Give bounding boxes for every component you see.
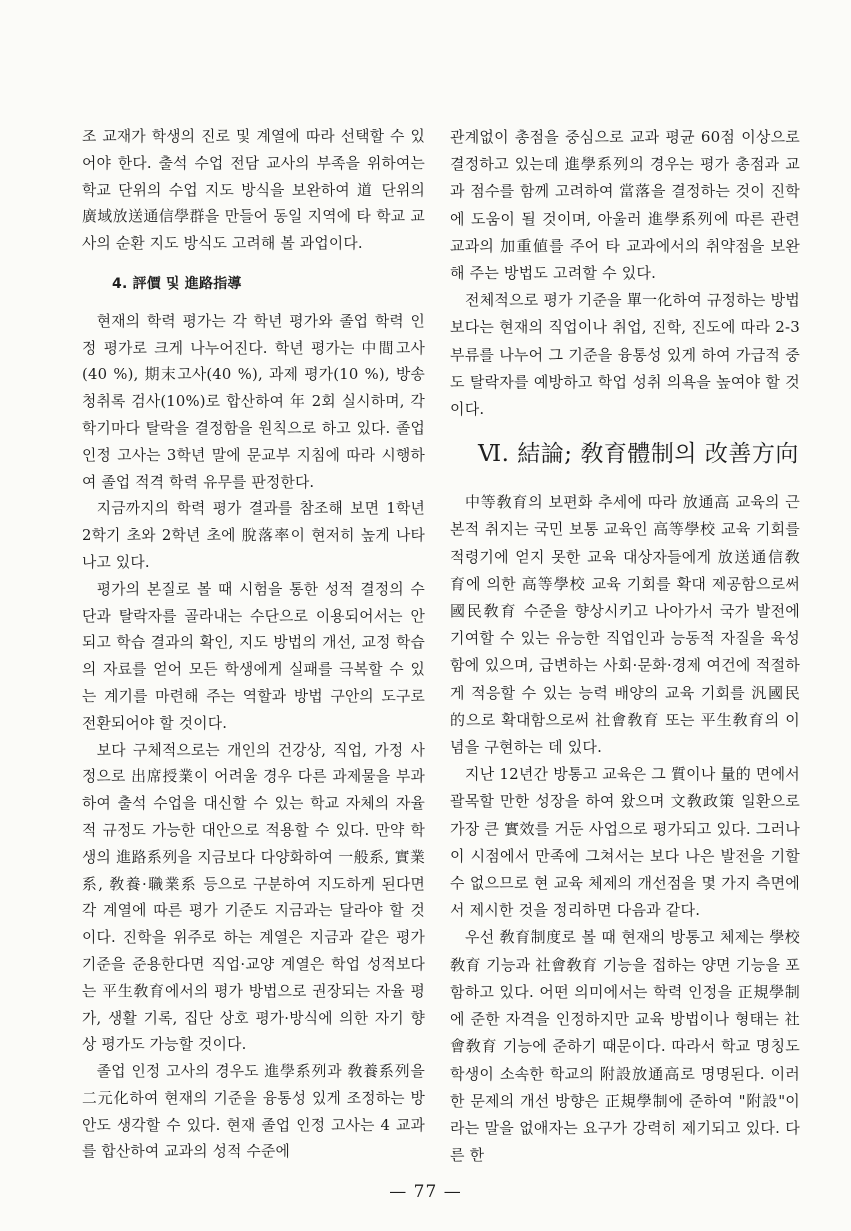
body-paragraph: 지금까지의 학력 평가 결과를 참조해 보면 1학년 2학기 초와 2학년 초에 脫落率이 현저히 높게 나타나고 있다. (82, 500, 425, 571)
body-paragraph: 현재의 학력 평가는 각 학년 평가와 졸업 학력 인정 평가로 크게 나누어진다. 학년 평가는 中間고사(40 %), 期末고사(40 %), 과제 평가(10 %), 방송 청취록 검사(10%)로 합산하여 年 2회 실시하며, 각 학기마다 탈락을 결정함을 원칙으로 하고 있다. 졸업 인정 고사는 3학년 말에 문교부 지침에 따라 시행하여 졸업 적격 학력 유무를 판정한다. (82, 312, 425, 491)
page-number: — 77 — (389, 1182, 462, 1202)
body-paragraph: 졸업 인정 고사의 경우도 進學系列과 敎養系列을 二元化하여 현재의 기준을 융통성 있게 조정하는 방안도 생각할 수 있다. 현재 졸업 인정 고사는 4 교과를 합산하여 교과의 성적 수준에 (82, 1063, 425, 1161)
body-paragraph: 中等敎育의 보편화 추세에 따라 放通高 교육의 근본적 취지는 국민 보통 교육인 高等學校 교육 기회를 적령기에 얻지 못한 교육 대상자들에게 放送通信敎育에 의한 高等學校 교육 기회를 확대 제공함으로써 國民敎育 수준을 향상시키고 나아가서 국가 발전에 기여할 수 있는 유능한 직업인과 능동적 자질을 육성함에 있으며, 급변하는 사회·문화·경제 여건에 적절하게 적응할 수 있는 능력 배양의 교육 기회를 汎國民的으로 확대함으로써 社會敎育 또는 平生敎育의 이념을 구현하는 데 있다. (450, 493, 800, 757)
body-paragraph: 조 교재가 학생의 진로 및 계열에 따라 선택할 수 있어야 한다. 출석 수업 전담 교사의 부족을 위하여는 학교 단위의 수업 지도 방식을 보완하여 道 단위의 廣域放送通信學群을 만들어 동일 지역에 타 학교 교사의 순환 지도 방식도 고려해 볼 과업이다. (82, 128, 425, 253)
body-paragraph: 평가의 본질로 볼 때 시험을 통한 성적 결정의 수단과 탈락자를 골라내는 수단으로 이용되어서는 안 되고 학습 결과의 확인, 지도 방법의 개선, 교정 학습의 자료를 얻어 모든 학생에게 실패를 극복할 수 있는 계기를 마련해 주는 역할과 방법 구안의 도구로 전환되어야 할 것이다. (82, 580, 425, 732)
body-paragraph: 우선 敎育制度로 볼 때 현재의 방통고 체제는 學校敎育 기능과 社會敎育 기능을 접하는 양면 기능을 포함하고 있다. 어떤 의미에서는 학력 인정을 正規學制에 준한 자격을 인정하지만 교육 방법이나 형태는 社會敎育 기능에 준하기 때문이다. 따라서 학교 명칭도 학생이 소속한 학교의 附設放通高로 명명된다. 이러한 문제의 개선 방향은 正規學制에 준하여 "附設"이라는 말을 없애자는 요구가 강력히 제기되고 있다. 다른 한 (450, 928, 800, 1165)
body-paragraph: 관계없이 총점을 중심으로 교과 평균 60점 이상으로 결정하고 있는데 進學系列의 경우는 평가 총점과 교과 점수를 함께 고려하여 當落을 결정하는 것이 진학에 도움이 될 것이며, 아울러 進學系列에 따른 관련 교과의 加重値를 주어 타 교과에서의 취약점을 보완해 주는 방법도 고려할 수 있다. (450, 128, 800, 283)
body-paragraph: 전체적으로 평가 기준을 單一化하여 규정하는 방법보다는 현재의 직업이나 취업, 진학, 진도에 따라 2-3 부류를 나누어 그 기준을 융통성 있게 하여 가급적 중도 탈락자를 예방하고 학업 성취 의욕을 높여야 할 것이다. (450, 291, 800, 419)
chapter-heading: Ⅵ. 結論; 敎育體制의 改善方向 (478, 441, 799, 468)
body-paragraph: 지난 12년간 방통고 교육은 그 質이나 量的 면에서 괄목할 만한 성장을 하여 왔으며 文敎政策 일환으로 가장 큰 實效를 거둔 사업으로 평가되고 있다. 그러나 이 시점에서 만족에 그쳐서는 보다 나은 발전을 기할 수 없으므로 현 교육 체제의 개선점을 몇 가지 측면에서 제시한 것을 정리하면 다음과 같다. (450, 765, 800, 920)
right-column (450, 124, 800, 1169)
body-paragraph: 보다 구체적으로는 개인의 건강상, 직업, 가정 사정으로 出席授業이 어려울 경우 다른 과제물을 부과하여 출석 수업을 대신할 수 있는 학교 자체의 자율적 규정도 가능한 대안으로 적용할 수 있다. 만약 학생의 進路系列을 지금보다 다양화하여 一般系, 實業系, 敎養·職業系 등으로 구분하여 지도하게 된다면 각 계열에 따른 평가 기준도 지금과는 달라야 할 것이다. 진학을 위주로 하는 계열은 지금과 같은 평가 기준을 준용한다면 직업·교양 계열은 학업 성적보다는 平生敎育에서의 평가 방법으로 권장되는 자율 평가, 생활 기록, 집단 상호 평가·방식에 의한 자기 향상 평가도 가능할 것이다. (82, 741, 425, 1054)
section-heading: 4. 評價 및 進路指導 (112, 275, 242, 292)
left-column (82, 124, 425, 1166)
